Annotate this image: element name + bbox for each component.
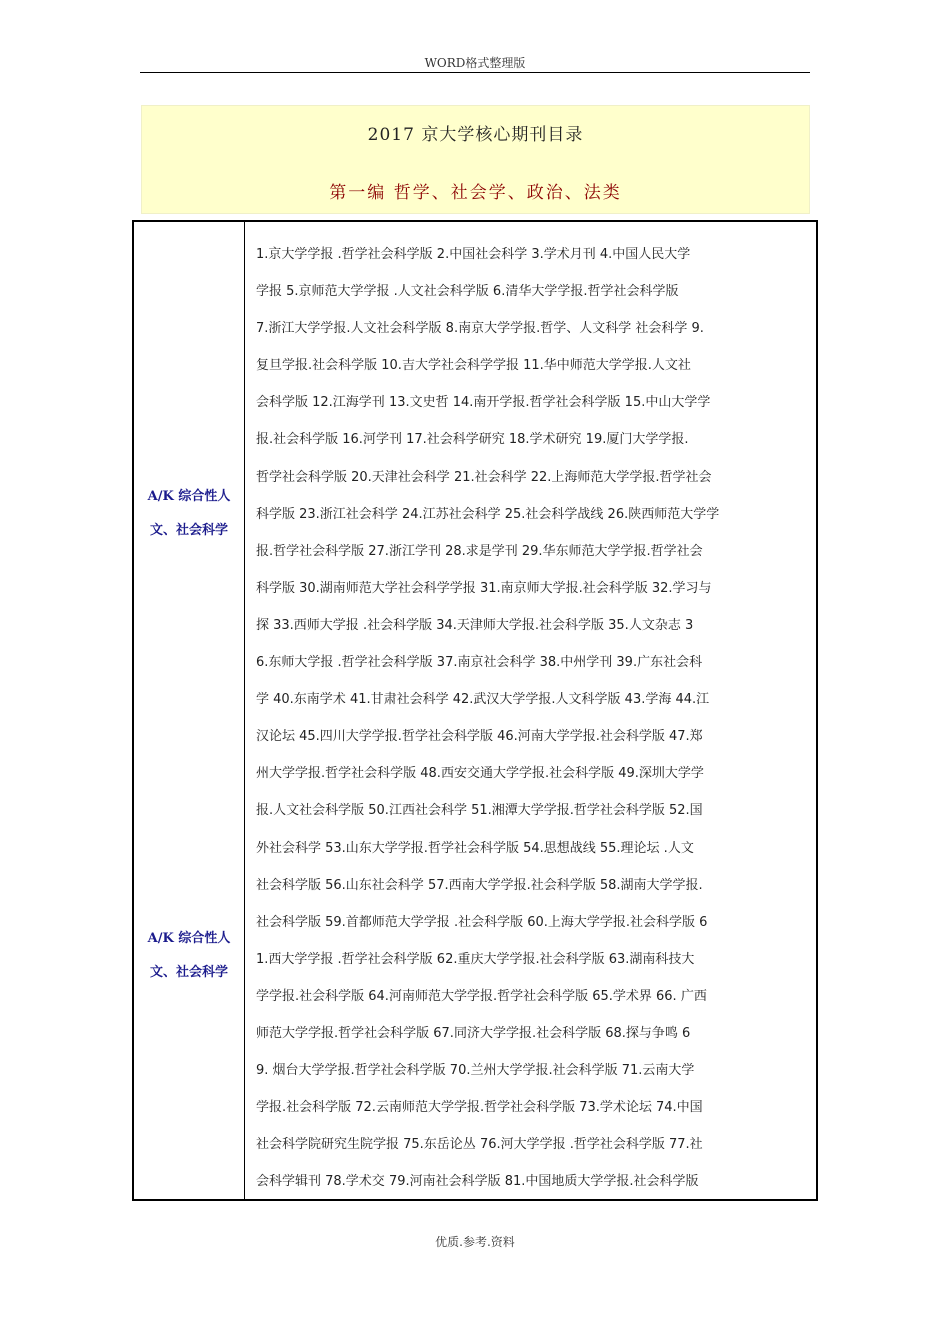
page-header: WORD格式整理版	[424, 56, 526, 70]
title-box	[142, 106, 809, 213]
journal-catalog-table	[132, 220, 818, 1201]
category-label-line2: 文、社会科学	[149, 523, 228, 538]
category-label-line2: 文、社会科学	[149, 965, 228, 980]
category-label	[134, 480, 244, 548]
header-rule	[140, 72, 810, 73]
column-divider	[244, 222, 245, 1199]
page-footer: 优质.参考.资料	[435, 1235, 515, 1249]
category-label-line1: A/K 综合性人	[147, 489, 231, 504]
document-title: 2017 京大学核心期刊目录	[367, 125, 584, 145]
section-title: 第一编 哲学、社会学、政治、法类	[329, 183, 622, 203]
category-label-line1: A/K 综合性人	[147, 931, 231, 946]
category-label	[134, 922, 244, 990]
journal-list: 1.京大学学报 .哲学社会科学版 2.中国社会科学 3.学术月刊 4.中国人民大学 学报 5.京师范大学学报 .人文社会科学版 6.清华大学学报.哲学社会科学版 7.浙江大学学报.人文社会科学版 8.南京大学学报.哲学、人文科学 社会科学 9. 复旦学报.社会科学版 10.吉大学社会科学学报 11.华中师范大学学报.人文社 会科学版 12.江海学刊 13.文史哲 14.南开学报.哲学社会科学版 15.中山大学学 报.社会科学版 16.河学刊 17.社会科学研究 18.学术研究 19.厦门大学学报. 哲学社会科学版 20.天津社会科学 21.社会科学 22.上海师范大学学报.哲学社会 科学版 23.浙江社会科学 24.江苏社会科学 25.社会科学战线 26.陕西师范大学学 报.哲学社会科学版 27.浙江学刊 28.求是学刊 29.华东师范大学学报.哲学社会 科学版 30.湖南师范大学社会科学学报 31.南京师大学报.社会科学版 32.学习与 探 33.西师大学报 .社会科学版 34.天津师大学报.社会科学版 35.人文杂志 3 6.东师大学报 .哲学社会科学版 37.南京社会科学 38.中州学刊 39.广东社会科 学 40.东南学术 41.甘肃社会科学 42.武汉大学学报.人文科学版 43.学海 44.江 汉论坛 45.四川大学学报.哲学社会科学版 46.河南大学学报.社会科学版 47.郑 州大学学报.哲学社会科学版 48.西安交通大学学报.社会科学版 49.深圳大学学 报.人文社会科学版 50.江西社会科学 51.湘潭大学学报.哲学社会科学版 52.国 外社会科学 53.山东大学学报.哲学社会科学版 54.思想战线 55.理论坛 .人文 社会科学版 56.山东社会科学 57.西南大学学报.社会科学版 58.湖南大学学报. 社会科学版 59.首都师范大学学报 .社会科学版 60.上海大学学报.社会科学版 6 1.西大学学报 .哲学社会科学版 62.重庆大学学报.社会科学版 63.湖南科技大 学学报.社会科学版 64.河南师范大学学报.哲学社会科学版 65.学术界 66. 广西 师范大学学报.哲学社会科学版 67.同济大学学报.社会科学版 68.探与争鸣 6 9. 烟台大学学报.哲学社会科学版 70.兰州大学学报.社会科学版 71.云南大学 学报.社会科学版 72.云南师范大学学报.哲学社会科学版 73.学术论坛 74.中国 社会科学院研究生院学报 75.东岳论丛 76.河大学学报 .哲学社会科学版 77.社 会科学辑刊 78.学术交 79.河南社会科学版 81.中国地质大学学报.社会科学版	[256, 247, 720, 1190]
